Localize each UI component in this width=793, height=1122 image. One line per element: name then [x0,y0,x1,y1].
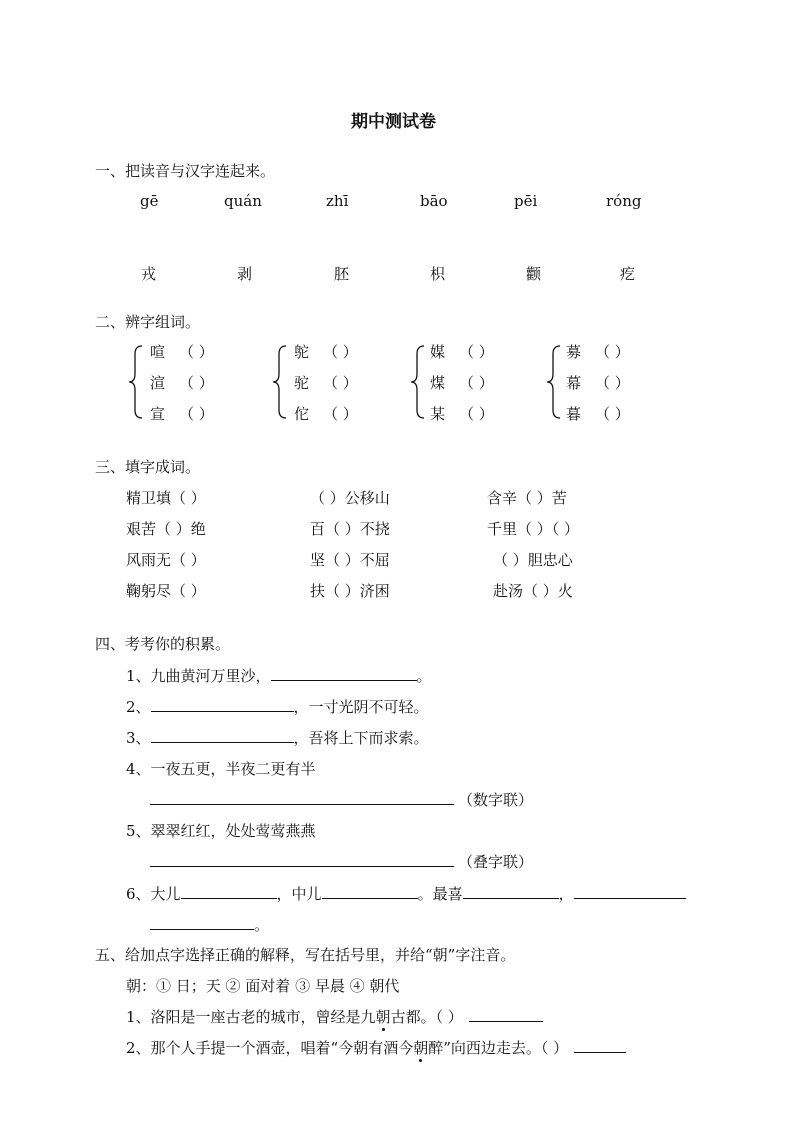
question-4-4-answer [150,789,533,810]
question-text: ，一寸光阴不可轻。 [293,698,429,716]
answer-line[interactable] [150,852,454,867]
answer-paren[interactable]: （ ） [595,374,630,392]
char-5: 颧 [526,265,542,283]
question-4-5: 5、翠翠红红，处处莺莺燕燕 [126,822,316,840]
question-4-6-cont [150,914,269,935]
idiom-blank[interactable]: 百（ ）不挠 [310,520,390,538]
question-text[interactable]: 古都。（ ） [390,1008,463,1026]
answer-line[interactable] [271,666,417,681]
question-text: 。最喜 [417,885,463,903]
pinyin-4: bāo [420,192,448,210]
word-char: 佗 [294,405,310,423]
idiom-blank[interactable]: 含辛（ ）苦 [487,489,567,507]
answer-line[interactable] [322,884,418,899]
question-4-4: 4、一夜五更，半夜二更有半 [126,760,316,778]
question-text: ，吾将上下而求索。 [293,729,429,747]
answer-paren[interactable]: （ ） [595,405,630,423]
pinyin-6: róng [606,192,642,210]
word-char: 某 [430,405,446,423]
answer-line[interactable] [463,884,559,899]
question-5-2 [126,1037,626,1058]
word-char: 幕 [566,374,582,392]
couplet-tag: （数字联） [458,791,534,809]
idiom-blank[interactable]: 赴汤（ ）火 [493,582,573,600]
answer-line[interactable] [150,790,454,805]
question-text: 1、洛阳是一座古老的城市，曾经是九 [126,1008,376,1026]
idiom-blank[interactable]: （ ）公移山 [310,489,390,507]
word-item [566,372,630,393]
answer-line[interactable] [574,884,686,899]
word-item [430,341,494,362]
char-4: 枳 [430,265,446,283]
question-text: ，中儿 [276,885,322,903]
answer-paren[interactable]: （ ） [459,343,494,361]
brace-group-4 [546,344,562,420]
word-char: 暮 [566,405,582,423]
word-item [294,372,358,393]
question-text: 2、那个人手提一个酒壶，唱着“今朝有酒今 [126,1039,414,1057]
char-3: 胚 [334,265,350,283]
question-number: 2、 [126,698,151,716]
question-text: 1、九曲黄河万里沙， [126,667,271,685]
question-end: 。 [416,667,432,685]
word-item [294,341,358,362]
word-char: 媒 [430,343,446,361]
question-number: 3、 [126,729,151,747]
section-2-heading: 二、辨字组词。 [95,313,201,331]
answer-paren[interactable]: （ ） [323,374,358,392]
word-char: 募 [566,343,582,361]
section-5-heading: 五、给加点字选择正确的解释，写在括号里，并给“朝”字注音。 [95,946,516,964]
idiom-blank[interactable]: 千里（ ）（ ） [487,520,580,538]
question-end: 。 [254,916,270,934]
answer-paren[interactable]: （ ） [323,343,358,361]
pinyin-answer-line[interactable] [469,1007,543,1022]
idiom-blank[interactable]: 精卫填（ ） [126,489,206,507]
idiom-blank[interactable]: 鞠躬尽（ ） [126,582,206,600]
meaning-options: 朝：① 日；天 ② 面对着 ③ 早晨 ④ 朝代 [126,977,400,995]
word-char: 驼 [294,374,310,392]
word-item [294,403,358,424]
answer-line[interactable] [150,915,254,930]
idiom-blank[interactable]: 艰苦（ ）绝 [126,520,206,538]
question-text: ， [558,885,574,903]
idiom-blank[interactable]: 扶（ ）济困 [310,582,390,600]
word-item [430,372,494,393]
brace-group-3 [410,344,426,420]
question-4-5-answer [150,851,533,872]
word-item [150,341,214,362]
word-char: 煤 [430,374,446,392]
word-item [430,403,494,424]
answer-line[interactable] [181,884,277,899]
section-4-heading: 四、考考你的积累。 [95,635,231,653]
answer-paren[interactable]: （ ） [459,374,494,392]
word-char: 鸵 [294,343,310,361]
pinyin-2: quán [224,192,262,210]
pinyin-1: gē [140,192,159,210]
question-4-6 [126,883,686,904]
word-char: 宣 [150,405,166,423]
section-1-heading: 一、把读音与汉字连起来。 [95,162,276,180]
page-title: 期中测试卷 [351,112,436,132]
answer-paren[interactable]: （ ） [459,405,494,423]
idiom-blank[interactable]: 风雨无（ ） [126,551,206,569]
idiom-blank[interactable]: （ ）胆忠心 [493,551,573,569]
question-5-1 [126,1006,543,1027]
answer-line[interactable] [151,697,294,712]
answer-paren[interactable]: （ ） [595,343,630,361]
word-item [150,403,214,424]
answer-paren[interactable]: （ ） [179,343,214,361]
char-1: 戎 [141,265,157,283]
brace-group-2 [272,344,288,420]
pinyin-answer-line[interactable] [574,1038,626,1053]
couplet-tag: （叠字联） [458,853,534,871]
word-item [150,372,214,393]
word-char: 喧 [150,343,166,361]
question-text: 6、大儿 [126,885,181,903]
dotted-char: 朝 [375,1008,391,1026]
word-item [566,403,630,424]
question-4-3 [126,727,429,748]
answer-paren[interactable]: （ ） [179,405,214,423]
question-4-2 [126,696,429,717]
answer-paren[interactable]: （ ） [179,374,214,392]
answer-paren[interactable]: （ ） [323,405,358,423]
dotted-char: 朝 [413,1039,429,1057]
char-2: 剥 [237,265,253,283]
question-text[interactable]: 醉”向西边走去。（ ） [428,1039,569,1057]
answer-line[interactable] [151,728,294,743]
word-item [566,341,630,362]
char-6: 疙 [620,265,636,283]
brace-group-1 [128,344,144,420]
section-3-heading: 三、填字成词。 [95,458,201,476]
word-char: 渲 [150,374,166,392]
pinyin-3: zhī [326,192,349,210]
question-4-1 [126,665,432,686]
idiom-blank[interactable]: 坚（ ）不屈 [310,551,390,569]
pinyin-5: pēi [514,192,538,210]
